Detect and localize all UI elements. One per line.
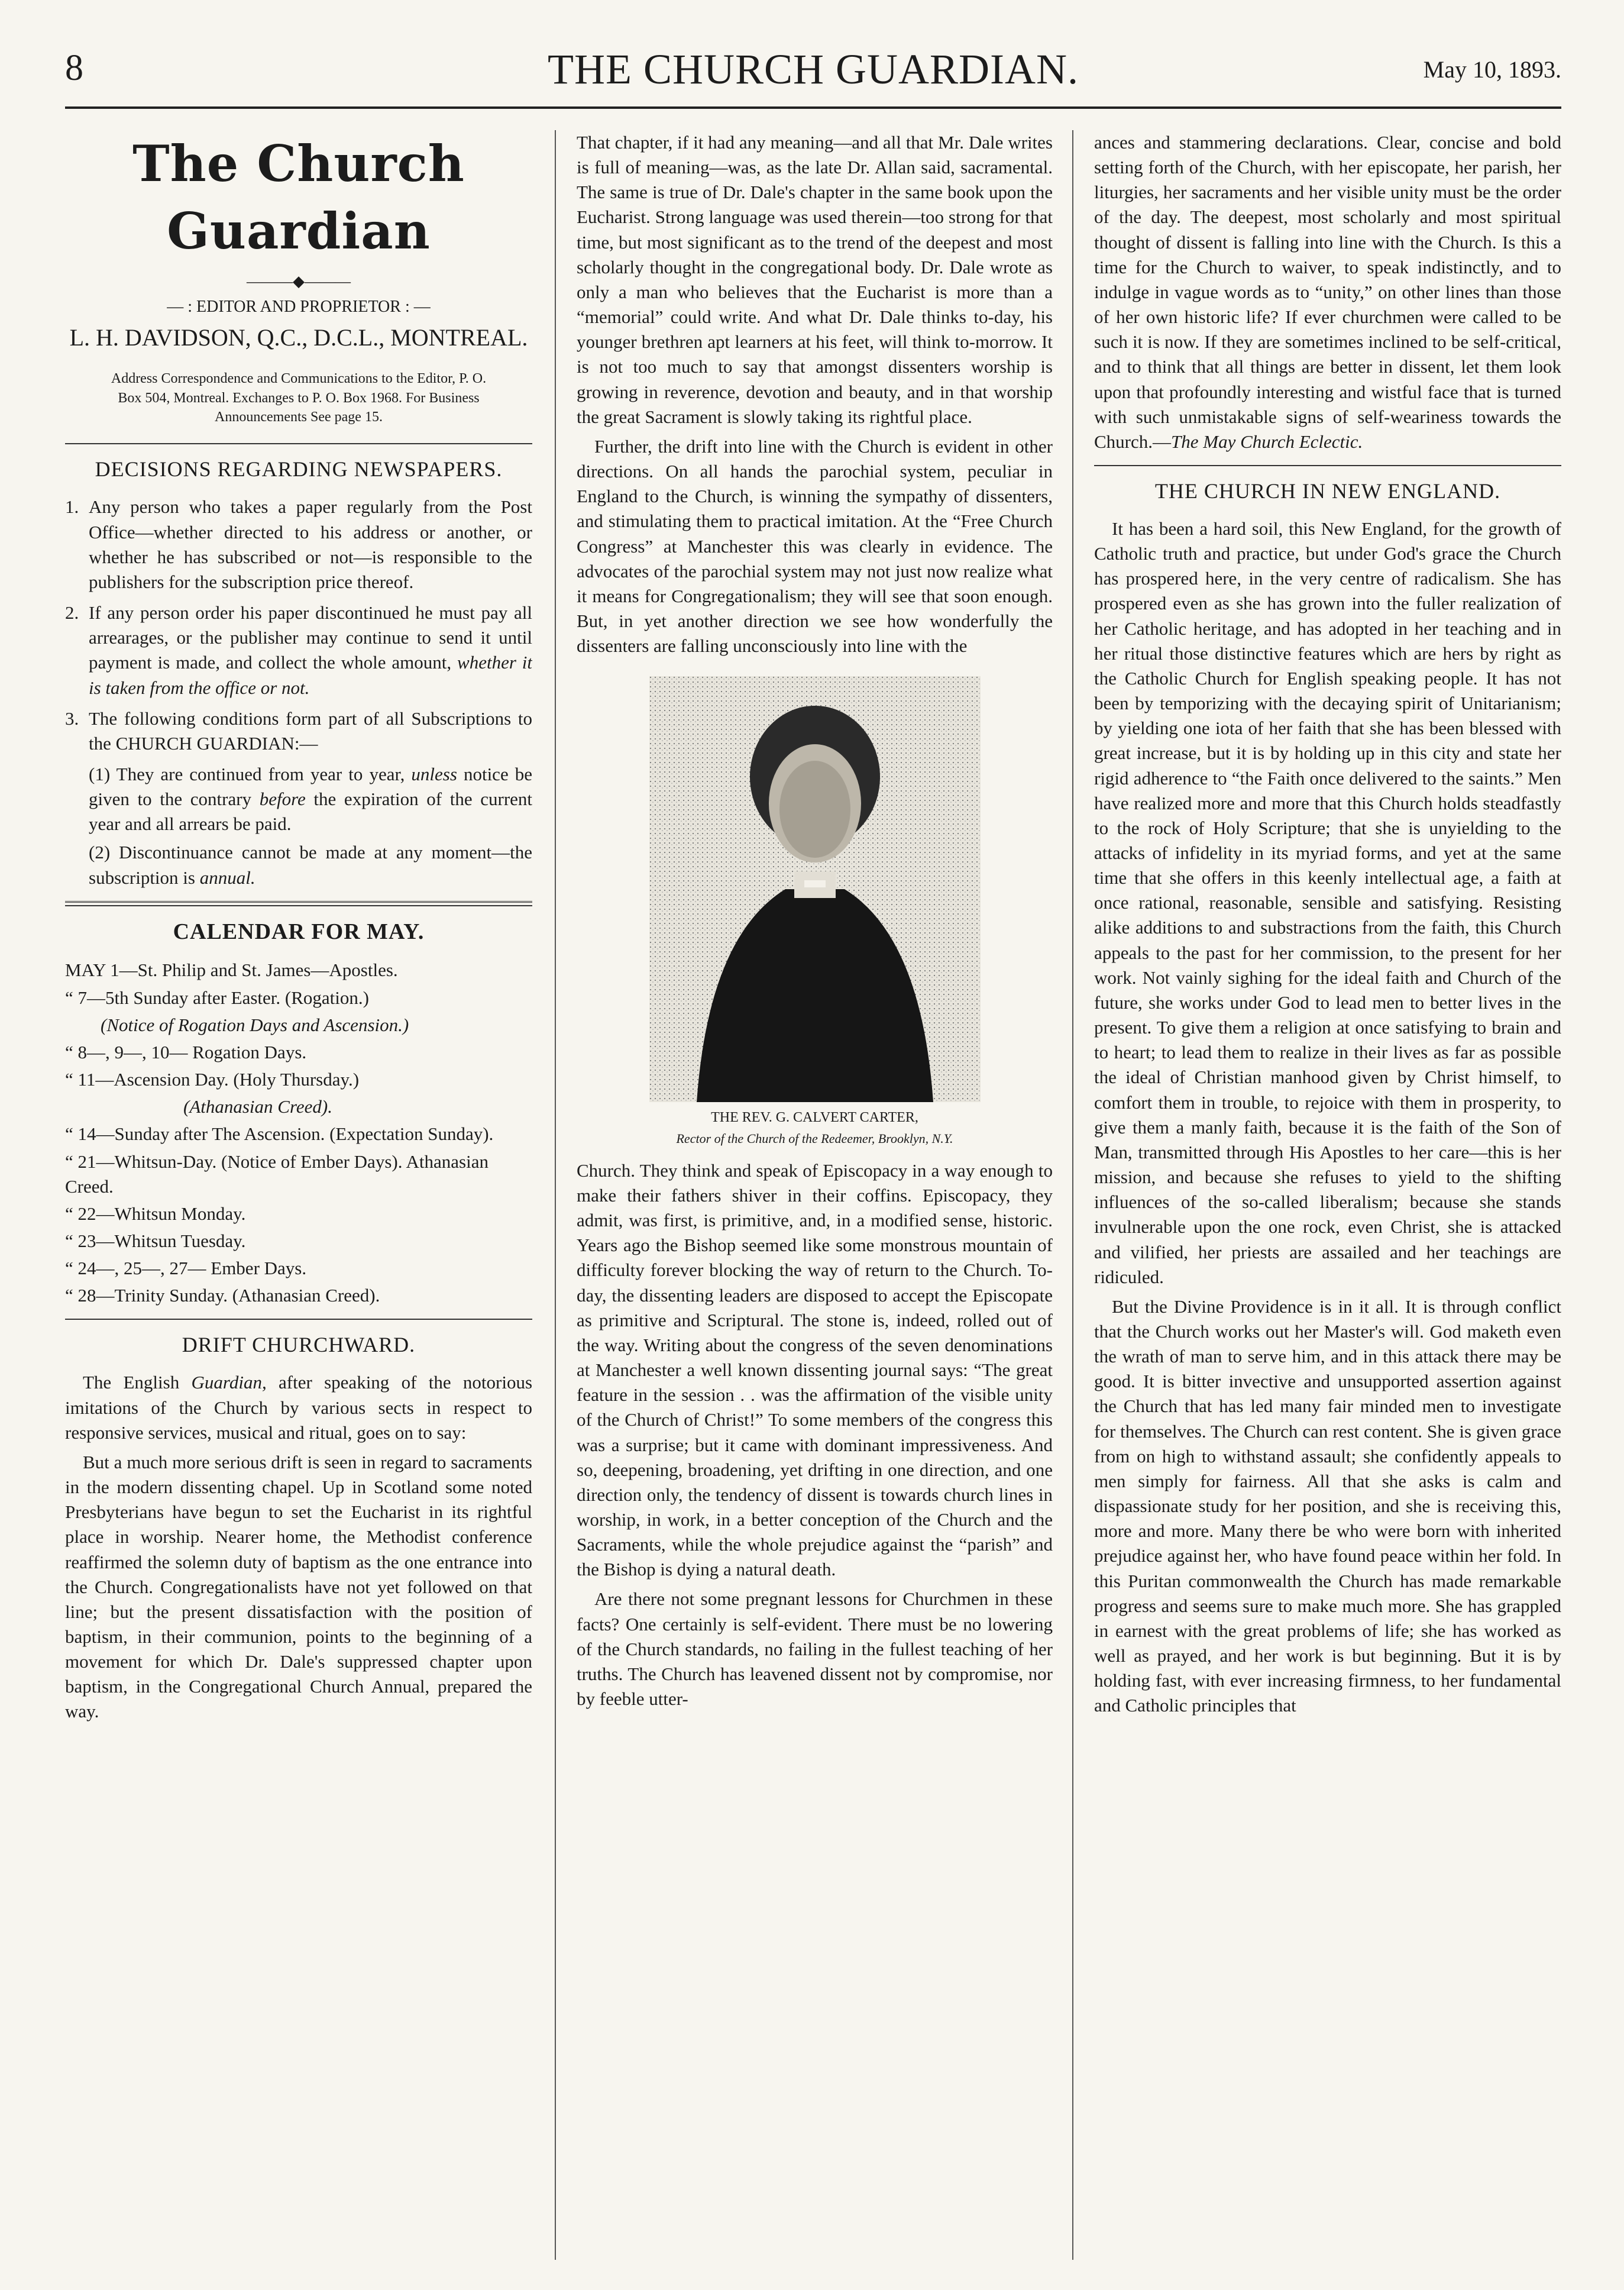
address-note: Address Correspondence and Communications to the Editor, P. O. Box 504, Montreal. Exchanges to P. O. Box 1968. For Business Announcements See page 15. — [111, 371, 487, 425]
issue-date: May 10, 1893. — [1423, 56, 1561, 83]
drift-paragraph-2: But a much more serious drift is seen in regard to sacraments in the modern dissenting chapel. Up in Scotland some noted Presbyterians have begun to set the Eucharist in its rightful place in worship. Nearer home, the Methodist conference reaffirmed the solemn duty of baptism as the one entrance into the Church. Congregationalists have not yet followed on that line; but the present dissatisfaction with the position of baptism, in their communion, points to the beginning of a movement for which Dr. Dale's suppressed chapter upon baptism, in the Congregational Church Annual, prepared the way. — [65, 1451, 532, 1722]
page-number: 8 — [65, 48, 83, 88]
decision-item: 2. If any person order his paper discontinued he must pay all arrearages, or the publisher may continue to send it until payment is made, and collect the whole amount, whether it is taken from the office or not. — [65, 602, 532, 698]
decision-3-text: The following conditions form part of all Subscriptions to the CHURCH GUARDIAN:— — [89, 708, 532, 754]
decision-item: 1. Any person who takes a paper regularly from the Post Office—whether directed to his address or another, or whether he has subscribed or not—is responsible to the publishers for the subscription price thereof. — [65, 495, 532, 595]
decision-3-sub-2: (2) Discontinuance cannot be made at any moment—the subscription is annual. — [89, 842, 532, 888]
calendar-entry: “ 7—5th Sunday after Easter. (Rogation.) — [65, 987, 369, 1008]
ornament-divider: ———◆——— — [247, 273, 351, 290]
calendar-list — [65, 958, 532, 1308]
article-paragraph: Are there not some pregnant lessons for Churchmen in these facts? One certainly is self-evident. There must be no lowering of the Church standards, no failing in the fullest teaching of her truths. The Church has leavened dissent not by compromise, nor by feeble utter- — [577, 1588, 1053, 1710]
double-divider — [65, 901, 532, 906]
calendar-entry: “ 24—, 25—, 27— Ember Days. — [65, 1258, 307, 1279]
article-paragraph: It has been a hard soil, this New England, for the growth of Catholic truth and practice, but under God's grace the Church has prospered here, in the very centre of radicalism. She has prospered even as she has grown into the fuller realization of her Catholic heritage, and has adopted in her teaching and in her ritual those distinctive features which are hers by right as the Catholic Church for English speaking people. It has not been by temporizing with the decaying spirit of Unitarianism; by yielding one iota of her faith that she has been blessed with great increase, but it is by holding up in this city and state her rigid adherence to “the Faith once delivered to the saints.” Men have realized more and more that this Church holds steadfastly to the rock of Holy Scripture; that she is unyielding to the attacks of infidelity in its myriad forms, and yet at the same time that she offers in this keenly intellectual age, a faith at once rational, reasonable, sensible and satisfying. Resisting alike additions to and substractions from the faith, this Church appeals to the past for her commission, to the present for her work. Not vainly sighing for the ideal faith and Church of the future, she works under God to lead men to better lives in the present. To give them a religion at once satisfying to brain and to heart; to lead them to realize in their lives as far as possible the ideal of Christian manhood given by Christ himself, to comfort them in trouble, to rejoice with them in prosperity, to give them a manly faith, because it is the faith of the Son of Man, transmitted through His Apostles to her care—this is her mission, and because she refuses to yield to the shifting influences of the so-called liberalism; because she stands invulnerable upon the one rock, even Christ, she is attacked and vilified, her priests are assailed and her teachings are ridiculed. — [1094, 518, 1561, 1287]
calendar-heading: CALENDAR FOR MAY. — [173, 919, 425, 944]
article-paragraph: ances and stammering declarations. Clear, concise and bold setting forth of the Church, with her episcopate, her parish, her liturgies, her sacraments and her visible unity must be the order of the day. The deepest, most scholarly and most spiritual thought of dissent is falling into line with the Church. Is this a time for the Church to waiver, to speak indistinctly, and to indulge in vague words as to “unity,” on other lines than those of her own historic life? If ever churchmen were called to be such it is now. If they are sometimes inclined to be self-critical, and to think that all things are better in dissent, let them look upon that profoundly interesting and wistful face that is turned with such unmistakable signs of self-weariness towards the Church.—The May Church Eclectic. — [1094, 132, 1561, 452]
decisions-heading: DECISIONS REGARDING NEWSPAPERS. — [95, 457, 503, 482]
new-england-heading: THE CHURCH IN NEW ENGLAND. — [1154, 479, 1501, 503]
calendar-entry: (Notice of Rogation Days and Ascension.) — [101, 1014, 409, 1035]
calendar-entry: “ 14—Sunday after The Ascension. (Expectation Sunday). — [65, 1123, 494, 1145]
article-paragraph: That chapter, if it had any meaning—and all that Mr. Dale writes is full of meaning—was, as the late Dr. Allan said, sacramental. The same is true of Dr. Dale's chapter in the same book upon the Eucharist. Strong language was used therein—too strong for that time, but most significant as to the trend of the deepest and most scholarly thought in the congregational body. Dr. Dale wrote as only a man who believes that the Eucharist is more than a “memorial” could write. And what Dr. Dale thinks to-day, his younger brethren apt learners at his feet, will think to-morrow. It is not too much to say that amongst dissenters worship is growing in reverence, devotion and beauty, and in that worship the great Sacrament is slowly taking its rightful place. — [577, 132, 1053, 427]
calendar-entry: “ 28—Trinity Sunday. (Athanasian Creed). — [65, 1285, 380, 1306]
calendar-entry: “ 23—Whitsun Tuesday. — [65, 1230, 246, 1251]
paper-title-logo: The Church Guardian — [132, 134, 465, 261]
portrait-engraving — [649, 676, 981, 1102]
article-paragraph: Further, the drift into line with the Church is evident in other directions. On all hands the parochial system, peculiar in England to the Church, is winning the sympathy of dissenters, and stimulating them to practical imitation. At the “Free Church Congress” at Manchester this was clearly in evidence. The advocates of the parochial system may not just now realize what it means for Congregationalism; they will see that soon enough. But, in yet another direction we see how wonderfully the dissenters are falling unconsciously into line with the — [577, 435, 1053, 657]
column-2 — [577, 130, 1053, 2260]
column-rule — [1072, 130, 1073, 2260]
calendar-entry: (Athanasian Creed). — [183, 1096, 332, 1117]
page-header — [65, 35, 1561, 109]
decision-item: 3. The following conditions form part of all Subscriptions to the CHURCH GUARDIAN:— — [65, 706, 532, 756]
drift-heading: DRIFT CHURCHWARD. — [182, 1333, 416, 1357]
column-rule — [555, 130, 556, 2260]
calendar-entry: “ 22—Whitsun Monday. — [65, 1203, 246, 1224]
decision-3-sub-1: (1) They are continued from year to year, unless notice be given to the contrary before the expiration of the current year and all arrears be paid. — [89, 763, 532, 835]
article-paragraph: But the Divine Providence is in it all. It is through conflict that the Church works out her Master's will. God maketh even the wrath of man to serve him, and in this attack there may be good. It is bitter invective and unsupported assertion against the Church that has led many fair minded men to investigate for themselves. The Church can rest content. She is given grace from on high to withstand assault; she confidently appeals to men simply for fairness. All that she asks is calm and dispassionate study for her position, and she is receiving this, more and more. Many there be who were born with inherited prejudice against her, who have found peace within her fold. In this Puritan commonwealth the Church has made remarkable progress and seems sure to make much more. She has grappled in earnest with the great problems of life; she has worked as well as prayed, and her work is but beginning. But it is by holding fast, with ever increasing firmness, to her fundamental and Catholic principles that — [1094, 1296, 1561, 1716]
calendar-entry: “ 11—Ascension Day. (Holy Thursday.) — [65, 1069, 360, 1090]
decision-2-text: If any person order his paper discontinued he must pay all arrearages, or the publisher may continue to send it until payment is made, and collect the whole amount, — [89, 602, 532, 673]
calendar-entry: MAY 1—St. Philip and St. James—Apostles. — [65, 960, 398, 981]
newspaper-page — [65, 35, 1561, 2260]
proprietor-name: L. H. DAVIDSON, Q.C., D.C.L., MONTREAL. — [69, 324, 528, 351]
drift-paragraph-1: The English Guardian, after speaking of the notorious imitations of the Church by various sects in respect to responsive services, musical and ritual, goes on to say: — [65, 1372, 532, 1443]
decision-1-text: Any person who takes a paper regularly from the Post Office—whether directed to his address or another, or whether he has subscribed or not—is responsible to the publishers for the subscription price thereof. — [89, 496, 532, 592]
calendar-entry: “ 21—Whitsun-Day. (Notice of Ember Days). Athanasian Creed. — [65, 1151, 489, 1197]
portrait-caption: THE REV. G. CALVERT CARTER, — [711, 1110, 918, 1126]
decision-2-italic: whether it is taken from the office or not. — [89, 652, 532, 698]
divider — [65, 443, 532, 444]
column-3 — [1094, 130, 1561, 2260]
portrait-image — [649, 676, 981, 1102]
article-paragraph: Church. They think and speak of Episcopacy in a way enough to make their fathers shiver in their coffins. Episcopacy, they admit, was first, is primitive, and, in a modified sense, historic. Years ago the Bishop seemed like some monstrous mountain of difficulty forever blocking the way of return to the Church. To-day, the dissenting leaders are disposed to accept the Episcopate as primitive and Scriptural. The stone is, indeed, rolled out of the way. Writing about the congress of the seven denominations at Manchester a well known dissenting journal says: “The great feature in the session . . was the affirmation of the visible unity of the Church of Christ!” To some members of the congress this was a surprise; but it came with dominant impressiveness. And so, deepening, broadening, yet drifting in one direction, and one direction only, the tendency of dissent is towards church lines in worship, in work, in a better conception of the Church and the Sacraments, while the whole prejudice against the “parish” and the Bishop is dying a natural death. — [577, 1159, 1053, 1580]
divider — [1094, 465, 1561, 466]
masthead: THE CHURCH GUARDIAN. — [548, 46, 1079, 93]
column-1 — [65, 130, 532, 2260]
editor-label: — : EDITOR AND PROPRIETOR : — — [167, 297, 431, 316]
divider — [65, 1319, 532, 1320]
portrait-subcaption: Rector of the Church of the Redeemer, Brooklyn, N.Y. — [676, 1131, 953, 1146]
calendar-entry: “ 8—, 9—, 10— Rogation Days. — [65, 1041, 307, 1062]
